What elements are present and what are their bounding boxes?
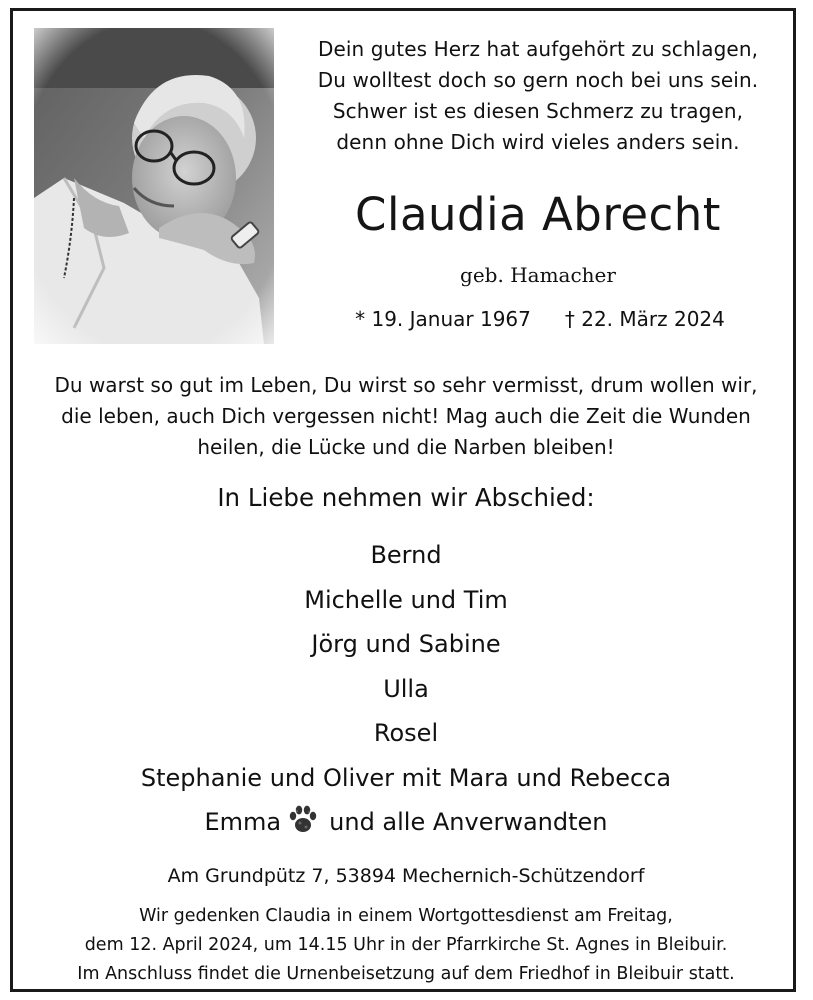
mourner: Jörg und Sabine bbox=[311, 630, 501, 658]
farewell-heading: In Liebe nehmen wir Abschied: bbox=[217, 483, 595, 512]
portrait-photo bbox=[34, 28, 274, 344]
death-date: † 22. März 2024 bbox=[564, 307, 725, 331]
mourner-emma: Emma bbox=[204, 808, 282, 836]
verse-line: die leben, auch Dich vergessen nicht! Mag auch die Zeit die Wunden bbox=[61, 404, 751, 428]
poem-line: Du wolltest doch so gern noch bei uns sein. bbox=[317, 68, 759, 92]
mourners-list bbox=[30, 533, 782, 845]
verse bbox=[30, 370, 782, 463]
mourner: Bernd bbox=[370, 541, 442, 569]
mourner: Ulla bbox=[383, 674, 429, 703]
service-line: Im Anschluss findet die Urnenbeisetzung auf dem Friedhof in Bleibuir statt. bbox=[77, 964, 735, 984]
service-info bbox=[30, 902, 782, 989]
mourner-relatives: und alle Anverwandten bbox=[329, 808, 608, 836]
life-dates bbox=[330, 305, 750, 333]
mourner: Rosel bbox=[373, 719, 439, 747]
deceased-name: Claudia Abrecht bbox=[355, 188, 721, 241]
service-line: Wir gedenken Claudia in einem Wortgottesdienst am Freitag, bbox=[139, 906, 673, 926]
mourner-last-line bbox=[30, 800, 782, 845]
address: Am Grundpütz 7, 53894 Mechernich-Schützendorf bbox=[167, 865, 645, 887]
poem-line: Dein gutes Herz hat aufgehört zu schlagen, bbox=[317, 37, 759, 61]
mourner: Stephanie und Oliver mit Mara und Rebecca bbox=[140, 763, 672, 792]
maiden-name: geb. Hamacher bbox=[460, 263, 616, 287]
birth-date: * 19. Januar 1967 bbox=[355, 307, 531, 331]
poem-line: Schwer ist es diesen Schmerz zu tragen, bbox=[332, 99, 744, 123]
mourner: Michelle und Tim bbox=[304, 585, 508, 614]
verse-line: heilen, die Lücke und die Narben bleiben! bbox=[197, 435, 615, 459]
poem-line: denn ohne Dich wird vieles anders sein. bbox=[336, 130, 740, 154]
service-line: dem 12. April 2024, um 14.15 Uhr in der Pfarrkirche St. Agnes in Bleibuir. bbox=[84, 935, 728, 955]
poem bbox=[292, 34, 784, 158]
paw-print-icon bbox=[285, 802, 321, 836]
verse-line: Du warst so gut im Leben, Du wirst so sehr vermisst, drum wollen wir, bbox=[54, 373, 758, 397]
